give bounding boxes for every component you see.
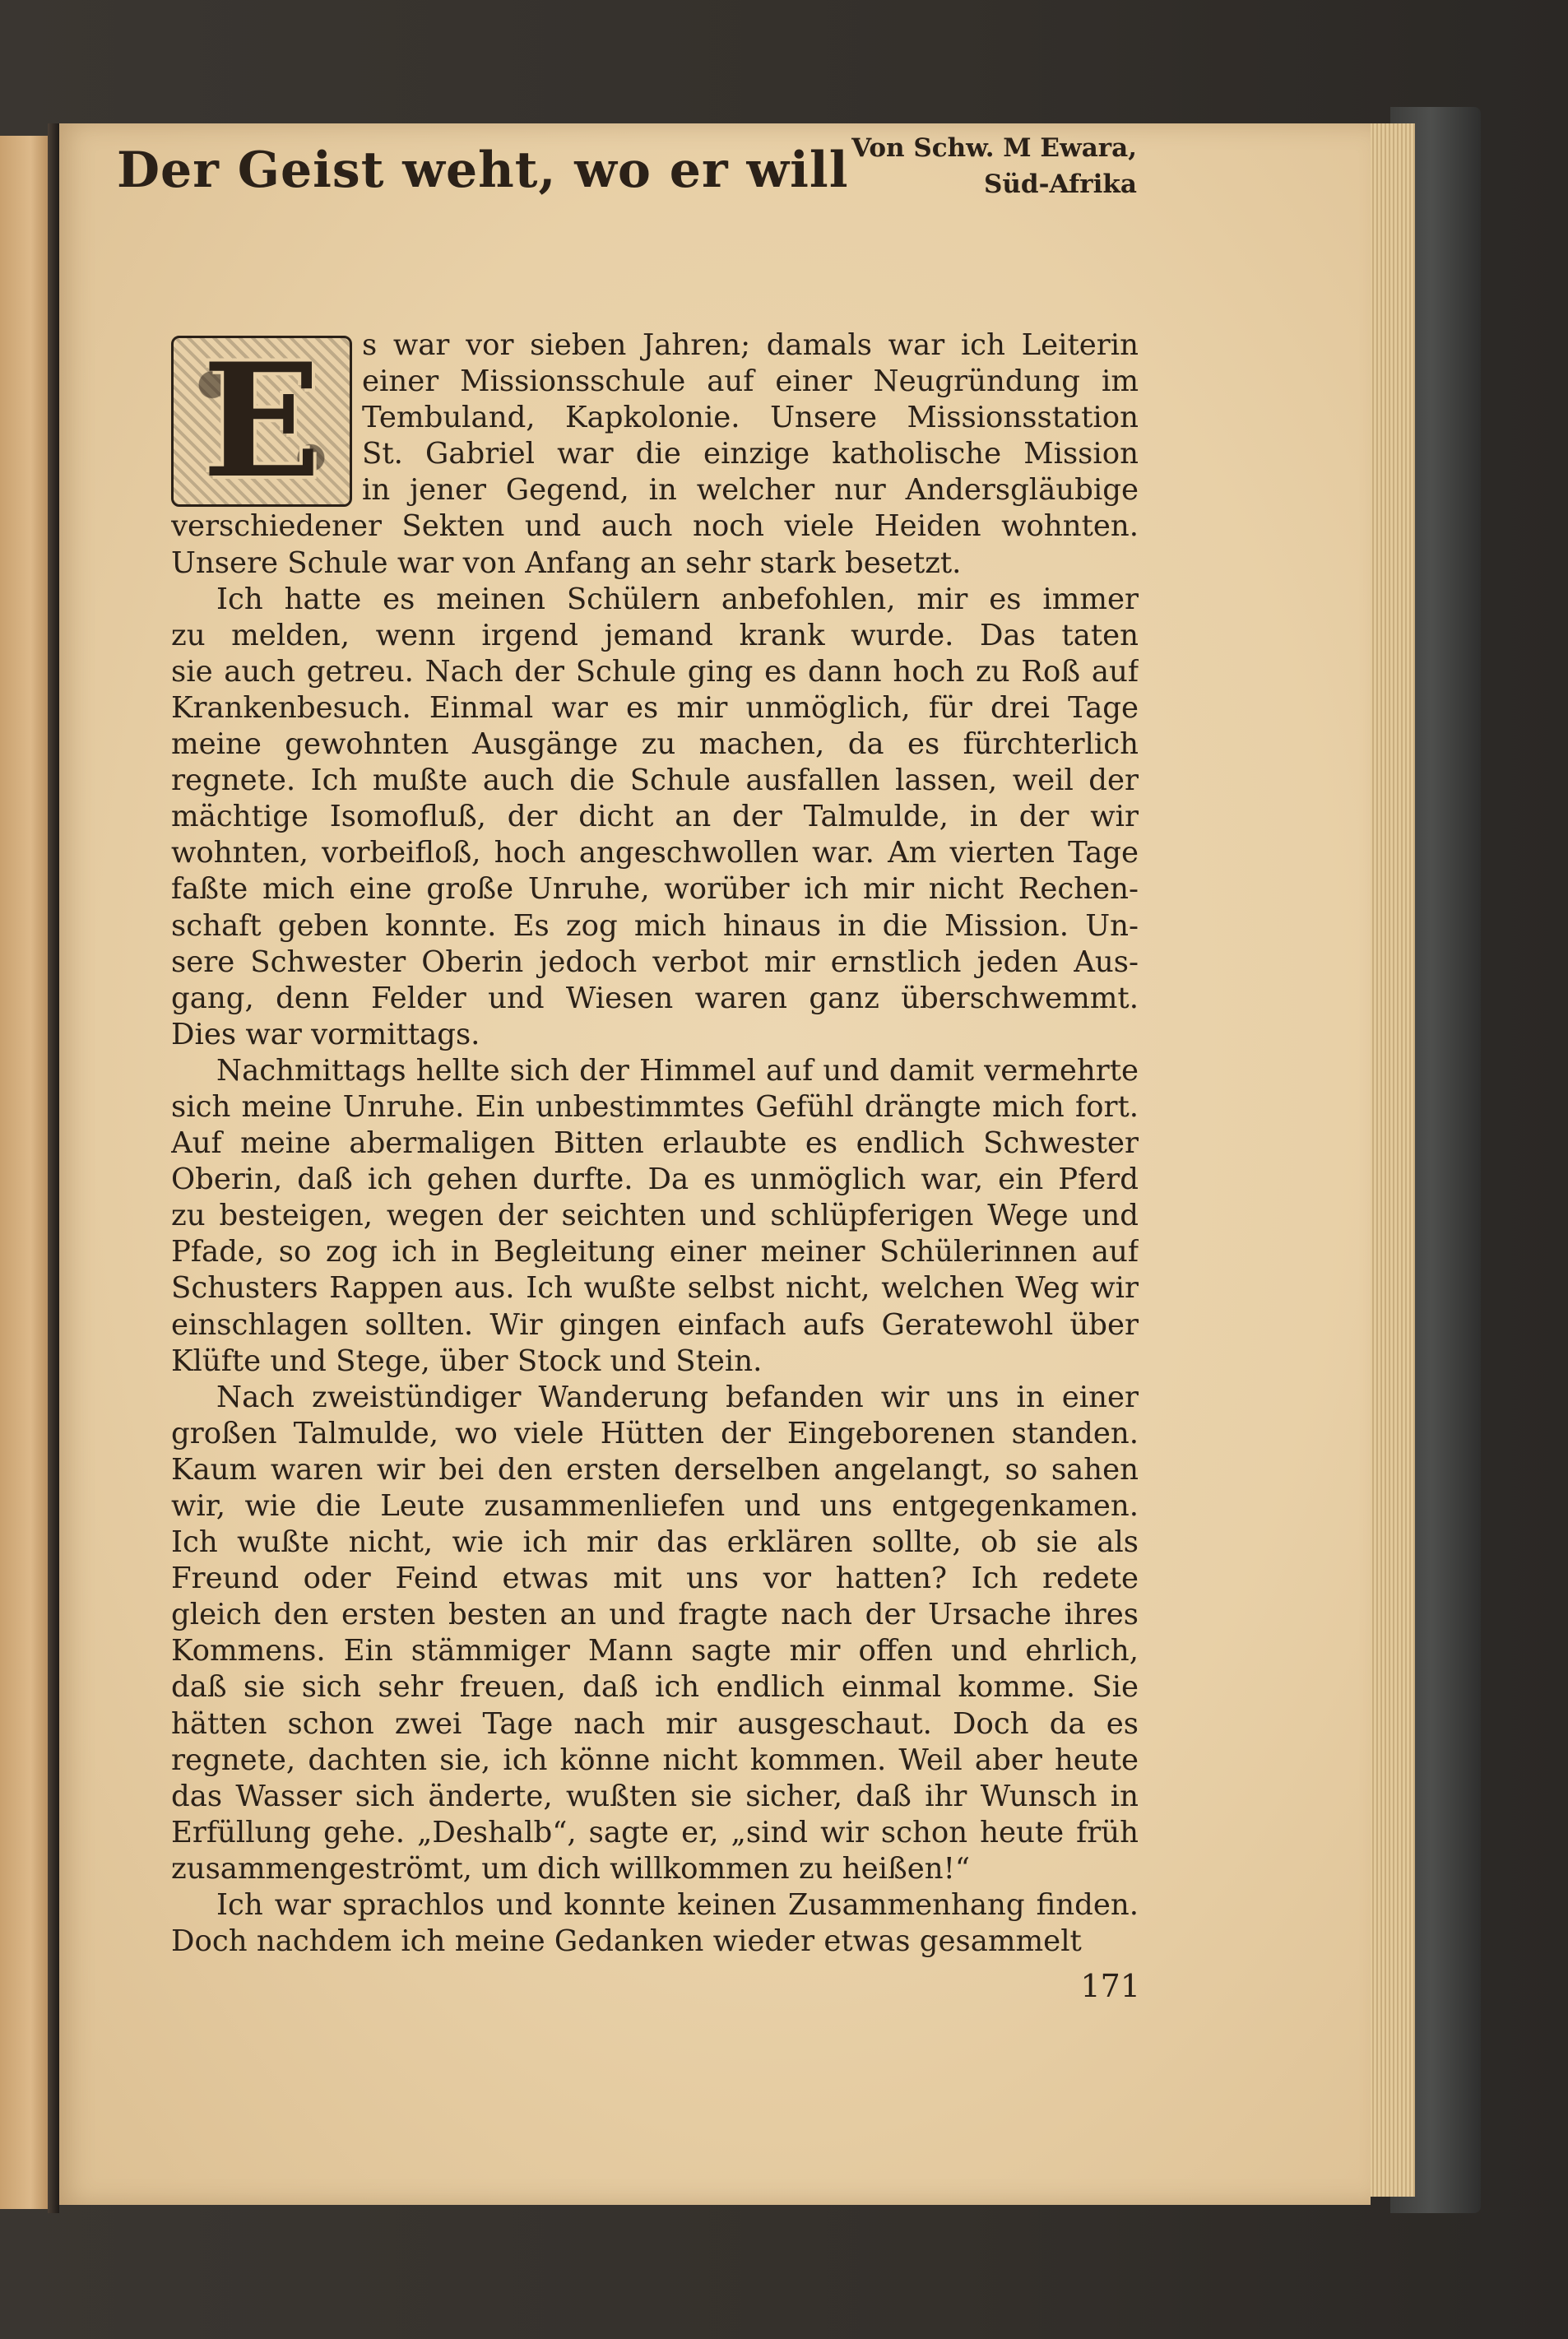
text-line: Ich hatte es meinen Schülern anbefohlen, mir es immer [216,582,1139,616]
text-line: wohnten, vorbeifloß, hoch angeschwollen war. Am vierten Tage [171,836,1139,870]
page-edges [1366,123,1415,2197]
text-line: sie auch getreu. Nach der Schule ging es dann hoch zu Roß auf [171,654,1139,689]
text-line: Nach zweistündiger Wanderung befanden wir uns in einer [216,1380,1139,1414]
text-line: Ich war sprachlos und konnte keinen Zusammenhang finden. [216,1888,1139,1923]
byline-author: Von Schw. M Ewara, [851,133,1137,163]
book-gutter [48,123,59,2213]
article-body [171,327,1139,1960]
text-line: Krankenbesuch. Einmal war es mir unmöglich, für drei Tage [171,690,1139,725]
text-line: Kaum waren wir bei den ersten derselben angelangt, so sahen [171,1452,1139,1487]
text-line: zu besteigen, wegen der seichten und schlüpferigen Wege und [171,1199,1139,1233]
text-line: verschiedener Sekten und auch noch viele Heiden wohnten. [171,509,1139,544]
text-line: Oberin, daß ich gehen durfte. Da es unmöglich war, ein Pferd [171,1163,1139,1197]
text-line: Doch nachdem ich meine Gedanken wieder etwas gesammelt [171,1924,1082,1959]
text-line: faßte mich eine große Unruhe, worüber ich mir nicht Rechen- [171,872,1139,907]
text-line: wir, wie die Leute zusammenliefen und uns entgegenkamen. [171,1489,1139,1523]
text-line: einer Missionsschule auf einer Neugründung im [362,364,1139,399]
text-line: Kommens. Ein stämmiger Mann sagte mir offen und ehrlich, [171,1634,1139,1668]
text-line: einschlagen sollten. Wir gingen einfach aufs Geratewohl über [171,1307,1139,1342]
text-line: Schusters Rappen aus. Ich wußte selbst nicht, welchen Weg wir [171,1271,1139,1306]
text-line: Unsere Schule war von Anfang an sehr stark besetzt. [171,545,962,580]
text-line: sich meine Unruhe. Ein unbestimmtes Gefühl drängte mich fort. [171,1089,1139,1124]
text-line: mächtige Isomofluß, der dicht an der Talmulde, in der wir [171,800,1139,834]
text-line: zusammengeströmt, um dich willkommen zu heißen!“ [171,1851,971,1886]
article-byline [851,130,1137,202]
article-header [117,123,1137,239]
text-line: Tembuland, Kapkolonie. Unsere Missionsstation [362,401,1139,435]
text-line: s war vor sieben Jahren; damals war ich Leiterin [362,328,1139,362]
text-line: Dies war vormittags. [171,1017,480,1051]
text-line: gleich den ersten besten an und fragte nach der Ursache ihres [171,1598,1139,1632]
text-line: Freund oder Feind etwas mit uns vor hatten? Ich redete [171,1562,1139,1596]
text-line: regnete, dachten sie, ich könne nicht kommen. Weil aber heute [171,1743,1139,1777]
text-line: St. Gabriel war die einzige katholische Mission [362,437,1139,471]
text-line: großen Talmulde, wo viele Hütten der Eingeborenen standen. [171,1416,1139,1450]
facing-page-edge [0,136,51,2209]
text-line: zu melden, wenn irgend jemand krank wurde. Das taten [171,618,1139,652]
text-line: schaft geben konnte. Es zog mich hinaus in die Mission. Un- [171,908,1139,943]
text-line: hätten schon zwei Tage nach mir ausgeschaut. Doch da es [171,1706,1139,1741]
byline-location: Süd-Afrika [984,169,1137,199]
article-title: Der Geist weht, wo er will [117,142,849,199]
text-line: Pfade, so zog ich in Begleitung einer meiner Schülerinnen auf [171,1235,1139,1269]
text-line: das Wasser sich änderte, wußten sie sicher, daß ihr Wunsch in [171,1779,1139,1813]
text-line: Klüfte und Stege, über Stock und Stein. [171,1344,763,1378]
page-number: 171 [1080,1968,1140,2004]
text-line: gang, denn Felder und Wiesen waren ganz überschwemmt. [171,981,1139,1015]
text-line: Ich wußte nicht, wie ich mir das erklären sollte, ob sie als [171,1525,1139,1560]
text-line: sere Schwester Oberin jedoch verbot mir ernstlich jeden Aus- [171,944,1139,979]
initial-letter: E [202,329,322,513]
text-line: daß sie sich sehr freuen, daß ich endlich einmal komme. Sie [171,1670,1139,1705]
text-line: regnete. Ich mußte auch die Schule ausfallen lassen, weil der [171,763,1139,798]
text-line: Erfüllung gehe. „Deshalb“, sagte er, „sind wir schon heute früh [171,1815,1139,1849]
text-line: meine gewohnten Ausgänge zu machen, da es fürchterlich [171,727,1139,762]
text-line: Nachmittags hellte sich der Himmel auf und damit vermehrte [216,1053,1139,1088]
text-line: in jener Gegend, in welcher nur Andersgläubige [362,473,1139,508]
text-line: Auf meine abermaligen Bitten erlaubte es endlich Schwester [171,1126,1139,1161]
